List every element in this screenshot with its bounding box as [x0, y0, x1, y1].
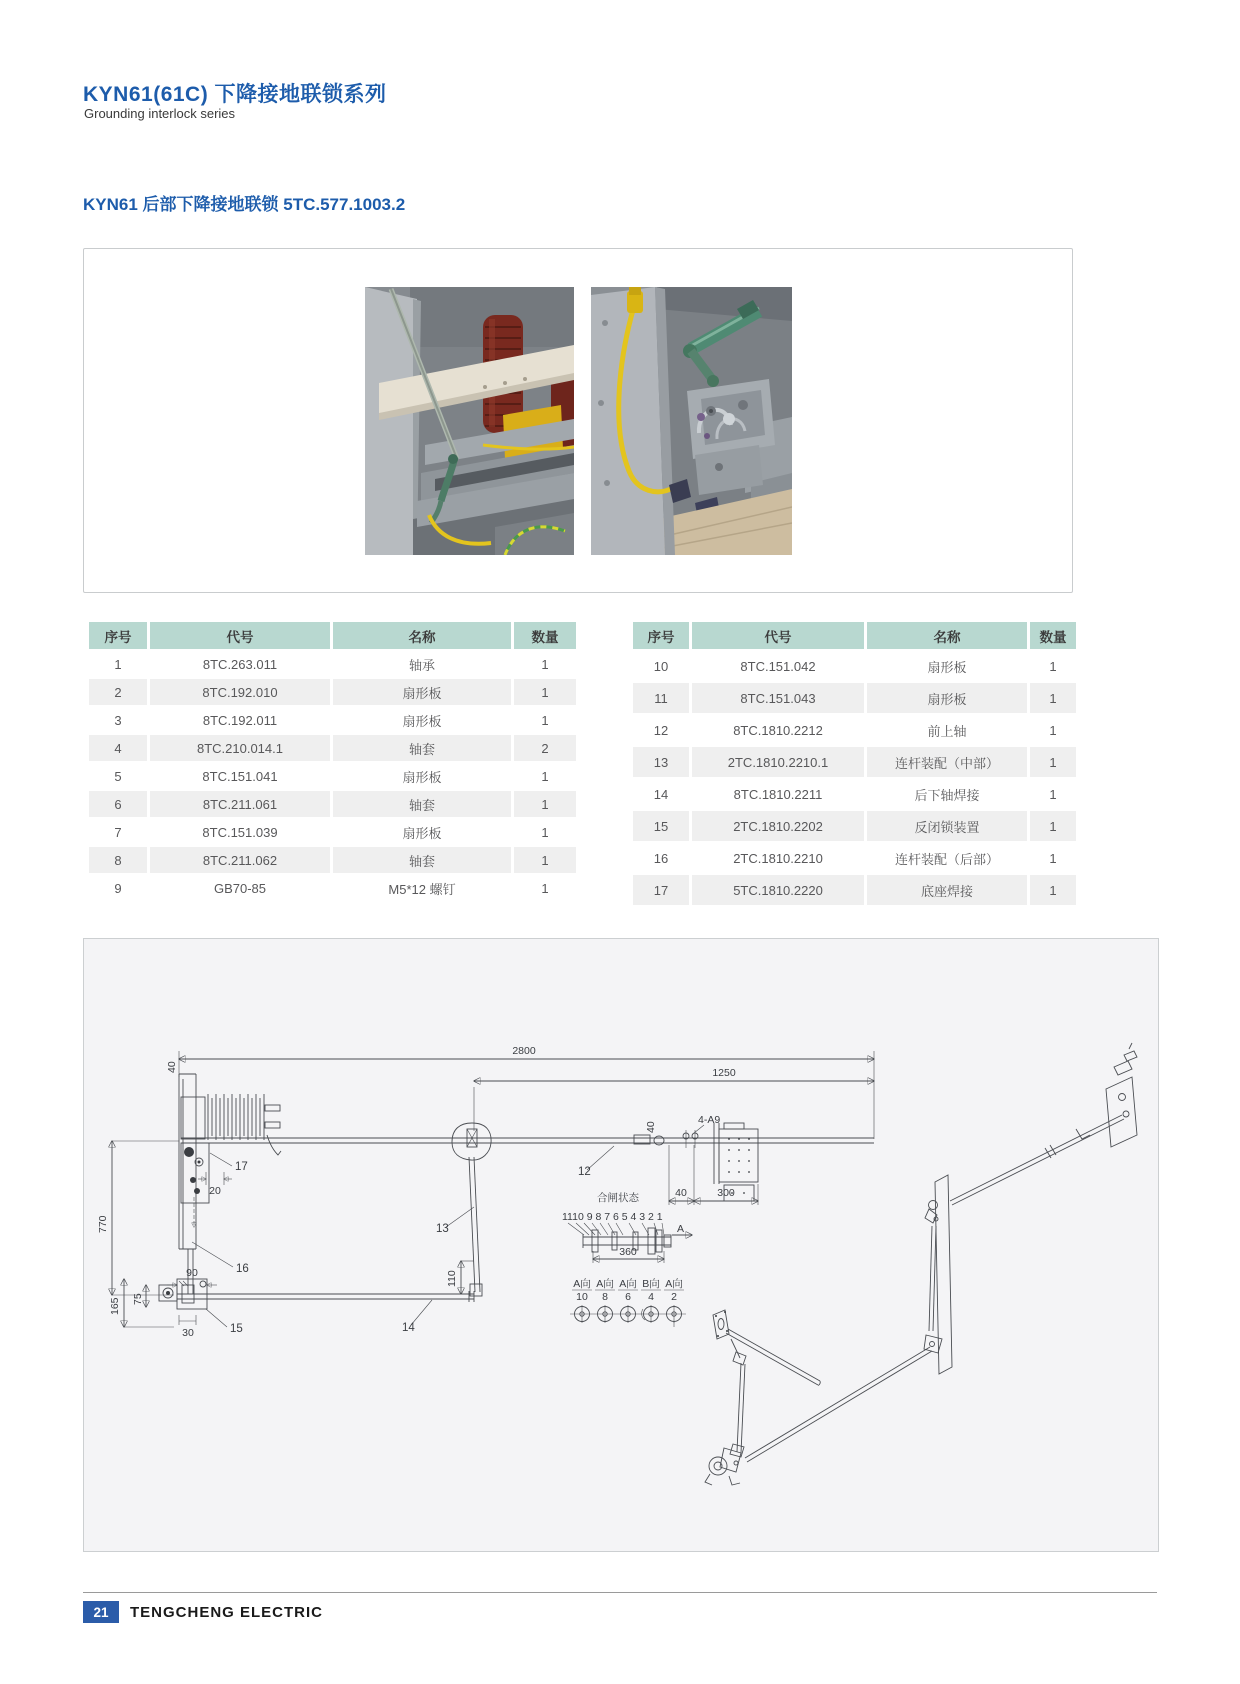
- cell: 1: [1030, 651, 1076, 681]
- page-title: KYN61(61C) 下降接地联锁系列: [83, 83, 387, 106]
- cell: M5*12 螺钉: [333, 875, 511, 901]
- table-header-row: [633, 622, 1076, 649]
- cell: 2: [89, 679, 147, 705]
- cell: 1: [514, 651, 576, 677]
- pin-number-row: 1110 9 8 7 6 5 4 3 2 1: [562, 1211, 663, 1223]
- part-label-16: 16: [236, 1263, 249, 1275]
- table-row: [89, 847, 576, 873]
- dim-110: 110: [446, 1270, 458, 1287]
- table-row: [89, 651, 576, 677]
- dim-20: 20: [209, 1185, 221, 1197]
- cell: 轴套: [333, 735, 511, 761]
- cell: 2: [514, 735, 576, 761]
- cell: 1: [1030, 747, 1076, 777]
- part-label-13: 13: [436, 1223, 449, 1235]
- cell: 轴承: [333, 651, 511, 677]
- table-row: [89, 679, 576, 705]
- parts-table-right: [630, 620, 1079, 907]
- photo-switchgear-right: [591, 287, 792, 555]
- cell: 扇形板: [333, 707, 511, 733]
- footer-company-name: TENGCHENG ELECTRIC: [130, 1603, 324, 1621]
- table-row: [633, 875, 1076, 905]
- dim-40-collar: 40: [645, 1121, 657, 1133]
- part-label-15: 15: [230, 1323, 243, 1335]
- svg-text:A向: A向: [573, 1278, 591, 1290]
- cell: GB70-85: [150, 875, 330, 901]
- detail-view-column: [572, 1277, 592, 1323]
- photo-left-illustration: [365, 287, 574, 555]
- column-header: 序号: [89, 622, 147, 649]
- cell: 1: [514, 847, 576, 873]
- cell: 1: [514, 763, 576, 789]
- cell: 8TC.1810.2211: [692, 779, 864, 809]
- column-header: 数量: [1030, 622, 1076, 649]
- cell: 1: [89, 651, 147, 677]
- dim-75: 75: [132, 1293, 144, 1305]
- part-label-14: 14: [402, 1322, 415, 1334]
- column-header: 序号: [633, 622, 689, 649]
- table-row: [89, 819, 576, 845]
- cell: 1: [1030, 715, 1076, 745]
- cell: 扇形板: [333, 679, 511, 705]
- table-row: [633, 779, 1076, 809]
- photo-panel: [83, 248, 1073, 593]
- cell: 8TC.210.014.1: [150, 735, 330, 761]
- cell: 轴套: [333, 847, 511, 873]
- dim-165: 165: [109, 1297, 121, 1315]
- cell: 14: [633, 779, 689, 809]
- cell: 8TC.263.011: [150, 651, 330, 677]
- cell: 底座焊接: [867, 875, 1027, 905]
- dim-360: 360: [619, 1246, 637, 1258]
- cell: 8TC.151.042: [692, 651, 864, 681]
- table-row: [633, 843, 1076, 873]
- table-row: [633, 651, 1076, 681]
- photo-right-illustration: [591, 287, 792, 555]
- cell: 后下轴焊接: [867, 779, 1027, 809]
- cell: 扇形板: [867, 683, 1027, 713]
- column-header: 代号: [692, 622, 864, 649]
- dim-770: 770: [97, 1215, 109, 1233]
- cell: 4: [89, 735, 147, 761]
- detail-view-column: [664, 1277, 684, 1327]
- table-row: [633, 811, 1076, 841]
- cell: 1: [1030, 875, 1076, 905]
- parts-table-left: [86, 620, 579, 903]
- detail-view-column: [618, 1277, 638, 1323]
- part-label-12: 12: [578, 1166, 591, 1178]
- page-number-badge: 21: [83, 1601, 119, 1623]
- cell: 8TC.1810.2212: [692, 715, 864, 745]
- table-row: [89, 735, 576, 761]
- cell: 1: [1030, 683, 1076, 713]
- svg-text:A向: A向: [619, 1278, 637, 1290]
- footer: [83, 1601, 323, 1623]
- dim-40-right: 40: [675, 1187, 687, 1199]
- cell: 轴套: [333, 791, 511, 817]
- view-arrow-label: A: [677, 1223, 685, 1235]
- svg-text:2: 2: [671, 1291, 677, 1303]
- dim-300: 300: [717, 1187, 735, 1199]
- cell: 扇形板: [333, 763, 511, 789]
- column-header: 数量: [514, 622, 576, 649]
- cell: 10: [633, 651, 689, 681]
- table-row: [89, 791, 576, 817]
- column-header: 名称: [333, 622, 511, 649]
- svg-text:6: 6: [625, 1291, 631, 1303]
- detail-view-column: [595, 1277, 615, 1323]
- svg-text:A向: A向: [665, 1278, 683, 1290]
- cell: 连杆装配（中部）: [867, 747, 1027, 777]
- cell: 13: [633, 747, 689, 777]
- table-row: [89, 763, 576, 789]
- photo-switchgear-left: [365, 287, 574, 555]
- page-subtitle: Grounding interlock series: [84, 106, 236, 121]
- cell: 8TC.151.041: [150, 763, 330, 789]
- cell: 1: [1030, 843, 1076, 873]
- column-header: 代号: [150, 622, 330, 649]
- part-label-17: 17: [235, 1161, 248, 1173]
- cell: 1: [514, 875, 576, 901]
- cell: 5: [89, 763, 147, 789]
- label-4-A9: 4-A9: [698, 1114, 721, 1126]
- cell: 8TC.192.010: [150, 679, 330, 705]
- cell: 1: [1030, 811, 1076, 841]
- cell: 6: [89, 791, 147, 817]
- cell: 17: [633, 875, 689, 905]
- table-row: [89, 875, 576, 901]
- cell: 5TC.1810.2220: [692, 875, 864, 905]
- table-row: [633, 715, 1076, 745]
- cell: 7: [89, 819, 147, 845]
- cell: 8TC.211.061: [150, 791, 330, 817]
- cell: 2TC.1810.2210.1: [692, 747, 864, 777]
- cell: 3: [89, 707, 147, 733]
- cell: 15: [633, 811, 689, 841]
- technical-drawing: [84, 939, 1158, 1551]
- footer-divider: [83, 1592, 1157, 1593]
- cell: 连杆装配（后部）: [867, 843, 1027, 873]
- cell: 12: [633, 715, 689, 745]
- cell: 8TC.211.062: [150, 847, 330, 873]
- cell: 反闭锁装置: [867, 811, 1027, 841]
- cell: 1: [514, 791, 576, 817]
- svg-text:A向: A向: [596, 1278, 614, 1290]
- svg-text:B向: B向: [642, 1278, 660, 1290]
- cell: 2TC.1810.2202: [692, 811, 864, 841]
- svg-text:10: 10: [576, 1291, 588, 1303]
- table-row: [89, 707, 576, 733]
- table-header-row: [89, 622, 576, 649]
- cell: 扇形板: [867, 651, 1027, 681]
- cell: 11: [633, 683, 689, 713]
- dim-40-left: 40: [166, 1061, 178, 1073]
- cell: 1: [1030, 779, 1076, 809]
- svg-text:8: 8: [602, 1291, 608, 1303]
- cell: 扇形板: [333, 819, 511, 845]
- table-row: [633, 747, 1076, 777]
- cell: 8: [89, 847, 147, 873]
- cell: 2TC.1810.2210: [692, 843, 864, 873]
- detail-view-column: [641, 1277, 661, 1323]
- dim-2800: 2800: [512, 1045, 536, 1057]
- cell: 8TC.151.039: [150, 819, 330, 845]
- dim-1250: 1250: [712, 1067, 736, 1079]
- section-title: KYN61 后部下降接地联锁 5TC.577.1003.2: [83, 195, 406, 214]
- cell: 8TC.192.011: [150, 707, 330, 733]
- cell: 9: [89, 875, 147, 901]
- cell: 1: [514, 819, 576, 845]
- column-header: 名称: [867, 622, 1027, 649]
- cell: 1: [514, 679, 576, 705]
- dim-30: 30: [182, 1327, 194, 1339]
- cell: 前上轴: [867, 715, 1027, 745]
- cell: 1: [514, 707, 576, 733]
- dim-90: 90: [186, 1267, 198, 1279]
- svg-text:4: 4: [648, 1291, 654, 1303]
- table-row: [633, 683, 1076, 713]
- cell: 16: [633, 843, 689, 873]
- closing-state-title: 合闸状态: [597, 1192, 639, 1204]
- technical-drawing-panel: [83, 938, 1159, 1552]
- cell: 8TC.151.043: [692, 683, 864, 713]
